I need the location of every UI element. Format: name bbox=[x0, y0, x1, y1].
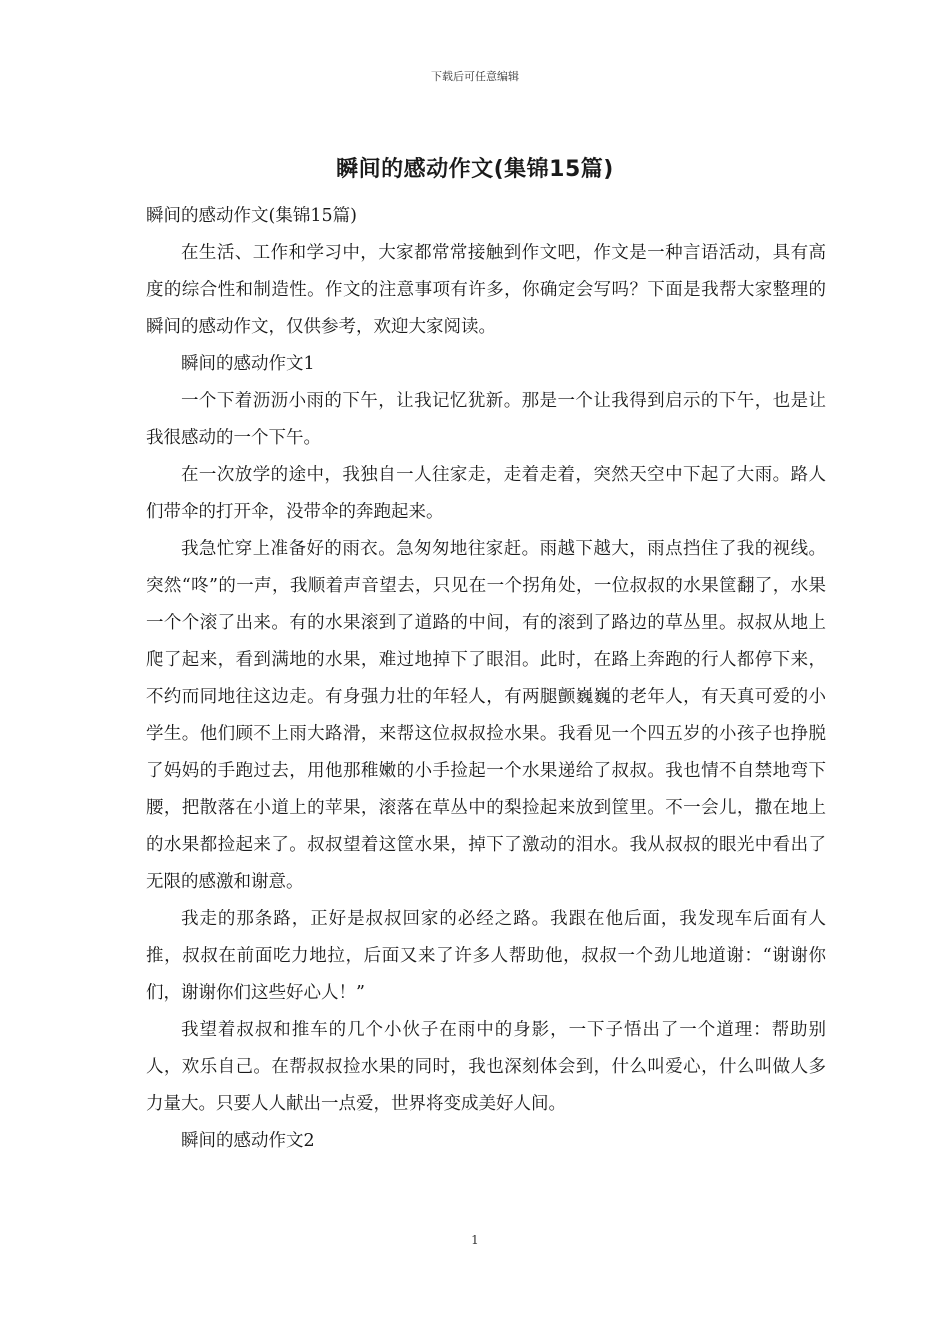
paragraph-intro: 在生活、工作和学习中，大家都常常接触到作文吧，作文是一种言语活动，具有高度的综合性和制造性。作文的注意事项有许多，你确定会写吗？下面是我帮大家整理的瞬间的感动作文，仅供参考，欢迎大家阅读。 bbox=[146, 243, 826, 337]
document-title: 瞬间的感动作文(集锦15篇) bbox=[336, 157, 614, 182]
section-heading-1: 瞬间的感动作文1 bbox=[181, 354, 315, 374]
paragraph: 我走的那条路，正好是叔叔回家的必经之路。我跟在他后面，我发现车后面有人推，叔叔在前面吃力地拉，后面又来了许多人帮助他，叔叔一个劲儿地道谢：“谢谢你们，谢谢你们这些好心人！” bbox=[146, 909, 826, 1003]
paragraph: 在一次放学的途中，我独自一人往家走，走着走着，突然天空中下起了大雨。路人们带伞的打开伞，没带伞的奔跑起来。 bbox=[146, 465, 826, 522]
header-note: 下载后可任意编辑 bbox=[431, 70, 519, 83]
paragraph: 我望着叔叔和推车的几个小伙子在雨中的身影，一下子悟出了一个道理：帮助别人，欢乐自己。在帮叔叔捡水果的同时，我也深刻体会到，什么叫爱心，什么叫做人多力量大。只要人人献出一点爱，世界将变成美好人间。 bbox=[146, 1020, 826, 1114]
paragraph: 我急忙穿上准备好的雨衣。急匆匆地往家赶。雨越下越大，雨点挡住了我的视线。突然“咚”的一声，我顺着声音望去，只见在一个拐角处，一位叔叔的水果筐翻了，水果一个个滚了出来。有的水果滚到了道路的中间，有的滚到了路边的草丛里。叔叔从地上爬了起来，看到满地的水果，难过地掉下了眼泪。此时，在路上奔跑的行人都停下来，不约而同地往这边走。有身强力壮的年轻人，有两腿颤巍巍的老年人，有天真可爱的小学生。他们顾不上雨大路滑，来帮这位叔叔捡水果。我看见一个四五岁的小孩子也挣脱了妈妈的手跑过去，用他那稚嫩的小手捡起一个水果递给了叔叔。我也情不自禁地弯下腰，把散落在小道上的苹果，滚落在草丛中的梨捡起来放到筐里。不一会儿，撒在地上的水果都捡起来了。叔叔望着这筐水果，掉下了激动的泪水。我从叔叔的眼光中看出了无限的感激和谢意。 bbox=[146, 539, 826, 892]
paragraph: 一个下着沥沥小雨的下午，让我记忆犹新。那是一个让我得到启示的下午，也是让我很感动的一个下午。 bbox=[146, 391, 826, 448]
section-heading-2: 瞬间的感动作文2 bbox=[181, 1131, 315, 1151]
page-number: 1 bbox=[471, 1233, 479, 1247]
document-body bbox=[146, 198, 826, 1160]
subtitle: 瞬间的感动作文(集锦15篇) bbox=[146, 206, 357, 226]
